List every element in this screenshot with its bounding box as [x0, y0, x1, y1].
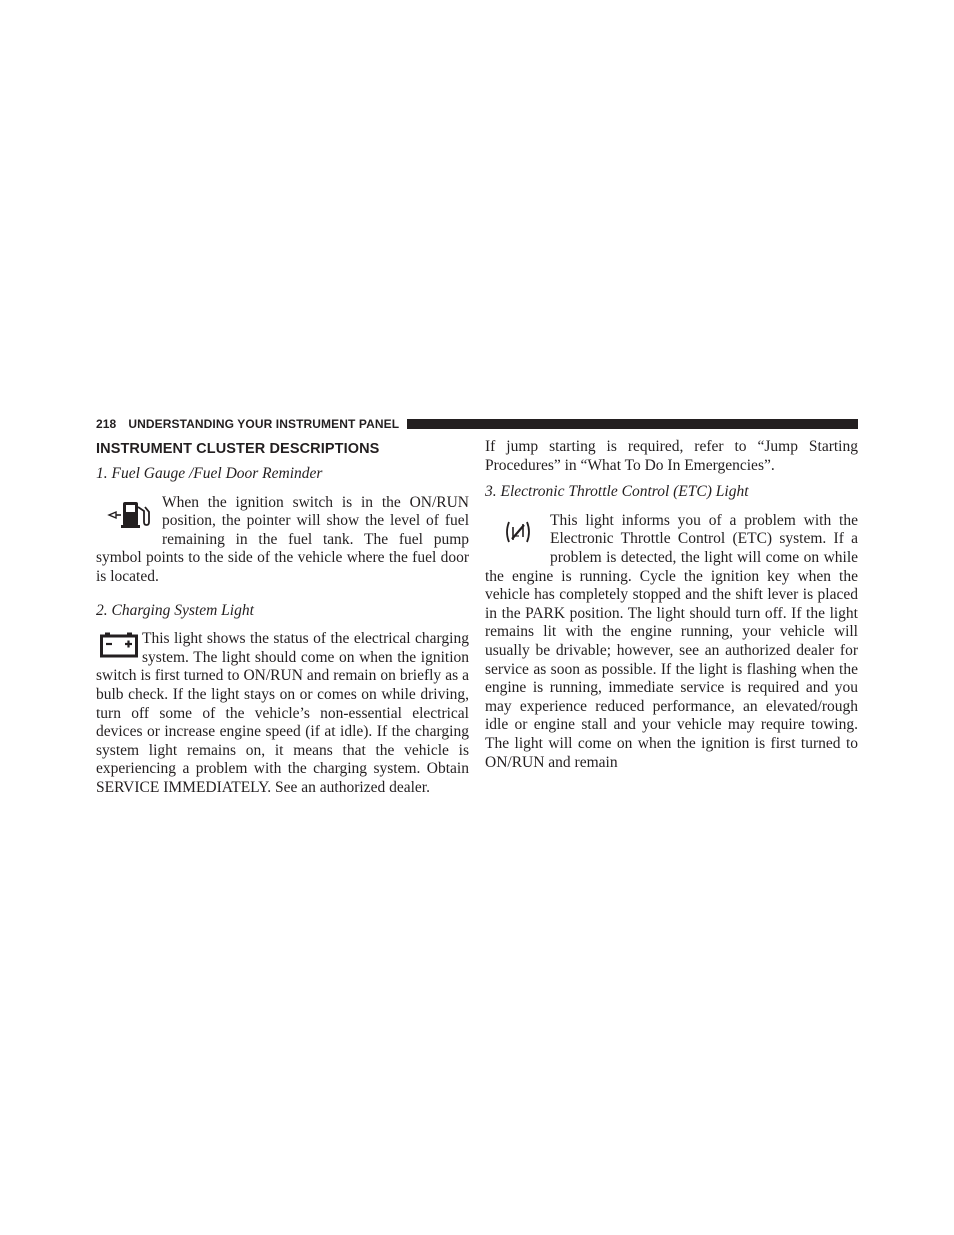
item-fuel-gauge: [96, 494, 469, 587]
page-title: INSTRUMENT CLUSTER DESCRIPTIONS: [96, 441, 380, 457]
left-column: [96, 438, 469, 798]
running-header: [96, 417, 858, 431]
battery-icon: [96, 630, 142, 664]
item-etc: [485, 512, 858, 772]
header-rule: [407, 419, 858, 429]
fuel-pump-icon: [96, 494, 162, 540]
item-heading-charging-system: 2. Charging System Light: [96, 601, 254, 619]
throttle-control-icon: [485, 512, 550, 551]
item-heading-fuel-gauge: 1. Fuel Gauge /Fuel Door Reminder: [96, 465, 323, 482]
jump-start-reference: If jump starting is required, refer to “Jump Starting Procedures” in “What To Do In Emergencies”.: [485, 438, 858, 474]
etc-light-text: This light informs you of a problem with the Electronic Throttle Control (ETC) system. If a problem is detected, the light will come on while the engine is running. Cycle the ignition key when the vehicle has completely stopped and the shift lever is placed in the PARK position. The light should turn off. If the light remains lit with the engine running, your vehicle will usually be drivable; however, see an authorized dealer for service as soon as possible. If the light is flashing when the engine is running, immediate service is required and you may experience reduced performance, an elevated/rough idle or engine stall and your vehicle may require towing. The light will come on when the ignition is first turned to ON/RUN and remain: [485, 511, 858, 771]
page-number: 218: [96, 417, 117, 431]
section-header: UNDERSTANDING YOUR INSTRUMENT PANEL: [128, 417, 400, 431]
item-heading-etc: 3. Electronic Throttle Control (ETC) Light: [485, 483, 749, 501]
item-charging-system: [96, 630, 469, 797]
right-column: [485, 438, 858, 772]
fuel-gauge-text: When the ignition switch is in the ON/RUN position, the pointer will show the level of fuel remaining in the fuel tank. The fuel pump symbol points to the side of the vehicle where the fuel door is located.: [96, 493, 469, 585]
charging-system-text: This light shows the status of the electrical charging system. The light should come on when the ignition switch is first turned to ON/RUN and remain on briefly as a bulb check. If the light stays on or comes on while driving, turn off some of the vehicle’s non-essential electrical devices or increase engine speed (if at idle). If the charging system light remains on, it means that the vehicle is experiencing a problem with the charging system. Obtain SERVICE IMMEDIATELY. See an authorized dealer.: [96, 630, 469, 796]
